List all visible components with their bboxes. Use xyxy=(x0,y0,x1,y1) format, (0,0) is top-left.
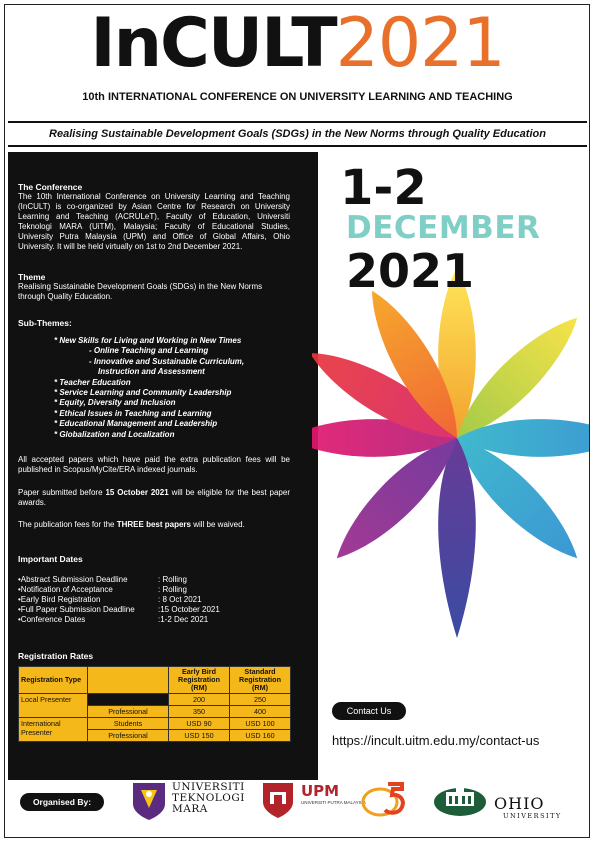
date-value: :15 October 2021 xyxy=(158,605,220,614)
col-header-type: Registration Type xyxy=(19,667,88,694)
cell-value: USD 160 xyxy=(230,730,291,742)
cell-value: USD 100 xyxy=(230,718,291,730)
contact-url-link[interactable]: https://incult.uitm.edu.my/contact-us xyxy=(332,733,540,748)
subtheme-item: Instruction and Assessment xyxy=(98,367,205,377)
subtheme-item: * Equity, Diversity and Inclusion xyxy=(54,398,176,408)
cell-value: USD 150 xyxy=(169,730,230,742)
uitm-line: UNIVERSITI xyxy=(172,781,245,793)
title-year: 2021 xyxy=(335,4,505,83)
subtheme-item: - Online Teaching and Learning xyxy=(89,346,209,356)
date-label: •Notification of Acceptance xyxy=(18,585,113,594)
theme-banner: Realising Sustainable Development Goals (SDGs) in the New Norms through Quality Education xyxy=(8,121,587,147)
date-label: •Early Bird Registration xyxy=(18,595,101,604)
ohio-wordmark: OHIO xyxy=(494,794,545,813)
date-label: •Full Paper Submission Deadline xyxy=(18,605,135,614)
event-month: DECEMBER xyxy=(346,210,541,246)
cell-category: Students xyxy=(88,694,169,706)
cell-value: 400 xyxy=(230,706,291,718)
publication-note: All accepted papers which have paid the extra publication fees will be published in Scopus/MyCite/ERA indexed journals. xyxy=(18,455,290,474)
subtheme-item: * Teacher Education xyxy=(54,377,131,387)
date-value: : 8 Oct 2021 xyxy=(158,595,202,604)
page-border xyxy=(4,4,590,838)
cell-category: Professional xyxy=(88,706,169,718)
subtheme-item: * Educational Management and Leadership xyxy=(54,419,218,429)
cell-value: 200 xyxy=(169,694,230,706)
waiver-text-post: will be waived. xyxy=(190,520,245,529)
registration-heading: Registration Rates xyxy=(18,651,94,661)
cell-category: Professional xyxy=(88,730,169,742)
conference-subtitle: 10th INTERNATIONAL CONFERENCE ON UNIVERSITY LEARNING AND TEACHING xyxy=(82,91,513,103)
row-local: Local Presenter xyxy=(19,694,88,718)
subtheme-item: - Innovative and Sustainable Curriculum, xyxy=(89,356,245,366)
award-text-post: will be eligible for the best paper awards. xyxy=(18,488,290,507)
conference-body: The 10th International Conference on University Learning and Teaching (InCULT) is co-organized by Asian Centre for Research on University Learning and Teaching (ACRULeT), Faculty of Education, Universiti Teknologi MARA (UiTM), Malaysia; Faculty of Educational Studies, University Putra Malaysia (UPM) and Office of Global Affairs, Ohio University. It will be held virtually on 1st to 2nd December 2021. xyxy=(18,192,290,251)
cell-value: 350 xyxy=(169,706,230,718)
event-days: 1-2 xyxy=(340,160,427,216)
subtheme-item: * Globalization and Localization xyxy=(54,429,175,439)
uitm-line: TEKNOLOGI xyxy=(172,792,245,804)
date-label: •Abstract Submission Deadline xyxy=(18,575,128,584)
subtheme-item: * Service Learning and Community Leadership xyxy=(54,388,232,398)
date-value: : Rolling xyxy=(158,585,187,594)
cell-category: Students xyxy=(88,718,169,730)
event-year: 2021 xyxy=(346,244,475,298)
ohio-subtext: UNIVERSITY xyxy=(503,812,562,820)
organised-by-label: Organised By: xyxy=(20,793,104,811)
title-main: InCULT xyxy=(90,4,336,83)
date-label: •Conference Dates xyxy=(18,615,86,624)
subthemes-heading: Sub-Themes: xyxy=(18,318,72,328)
theme-heading: Theme xyxy=(18,272,46,282)
upm-wordmark: UPM xyxy=(301,782,340,800)
conference-heading: The Conference xyxy=(18,182,83,192)
subtheme-item: * Ethical Issues in Teaching and Learning xyxy=(54,408,212,418)
subtheme-item: * New Skills for Living and Working in New Times xyxy=(54,336,242,345)
award-text-pre: Paper submitted before xyxy=(18,488,106,497)
date-value: :1-2 Dec 2021 xyxy=(158,615,209,624)
award-date: 15 October 2021 xyxy=(105,488,169,497)
row-international: International Presenter xyxy=(19,718,88,742)
contact-us-button[interactable]: Contact Us xyxy=(332,702,406,720)
important-dates-heading: Important Dates xyxy=(18,554,83,564)
uitm-line: MARA xyxy=(172,803,208,815)
cell-value: 250 xyxy=(230,694,291,706)
theme-body: Realising Sustainable Development Goals (SDGs) in the New Norms through Quality Education. xyxy=(18,282,263,301)
waiver-bold: THREE best papers xyxy=(116,520,191,529)
col-header-standard: Standard Registration (RM) xyxy=(230,667,291,694)
upm-subtext: UNIVERSITI PUTRA MALAYSIA xyxy=(301,800,366,805)
col-header-early: Early Bird Registration (RM) xyxy=(169,667,230,694)
date-value: : Rolling xyxy=(158,575,187,584)
cell-value: USD 90 xyxy=(169,718,230,730)
waiver-text-pre: The publication fees for the xyxy=(18,520,117,529)
